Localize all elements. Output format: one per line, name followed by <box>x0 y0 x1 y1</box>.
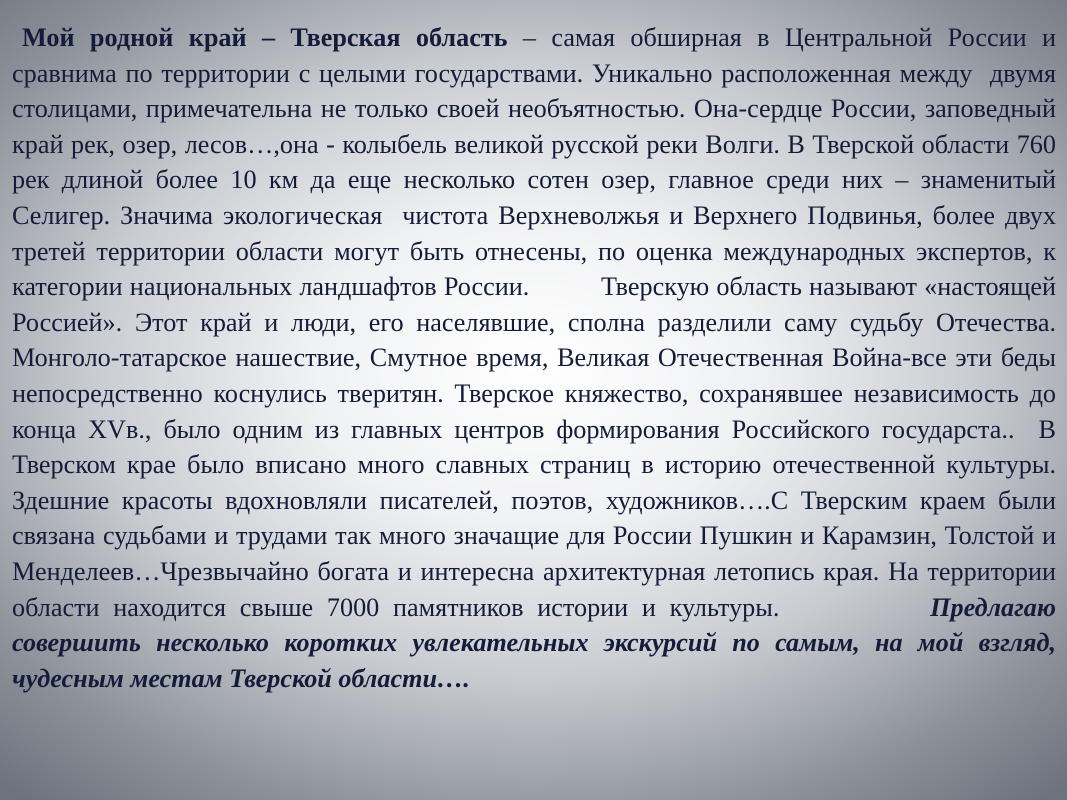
closing-invitation-text: Предлагаю совершить несколько коротких увлекательных экскурсий по самым, на мой взгляд, чудесным местам Тверской области…. <box>12 592 1056 693</box>
lead-heading-text: Мой родной край – Тверская область <box>22 23 508 52</box>
body-text: – самая обширная в Центральной России и сравнима по территории с целыми государствами. Уникально расположенная между двумя столицами, примечательна не только своей необъятностью. Она-сердце России, заповедный край рек, озер, лесов…,она - колыбель великой русской реки Волги. В Тверской области 760 рек длиной более 10 км да еще несколько сотен озер, главное среди них – знаменитый Селигер. Значима экологическая чистота Верхневолжья и Верхнего Подвинья, более двух третей территории области могут быть отнесены, по оценка международных экспертов, к категории национальных ландшафтов России. Тверскую область называют «настоящей Россией». Этот край и люди, его населявшие, сполна разделили саму судьбу Отечества. Монголо-татарское нашествие, Смутное время, Великая Отечественная Война-все эти беды непосредственно коснулись тверитян. Тверское княжество, сохранявшее независимость до конца XVв., было одним из главных центров формирования Российского государста.. В Тверском крае было вписано много славных страниц в историю отечественной культуры. Здешние красоты вдохновляли писателей, поэтов, художников….С Тверским краем были связана судьбами и трудами так много значащие для России Пушкин и Карамзин, Толстой и Менделеев…Чрезвычайно богата и интересна архитектурная летопись края. На территории области находится свыше 7000 памятников истории и культуры. <box>12 23 1063 622</box>
slide-text-block <box>12 20 1063 696</box>
